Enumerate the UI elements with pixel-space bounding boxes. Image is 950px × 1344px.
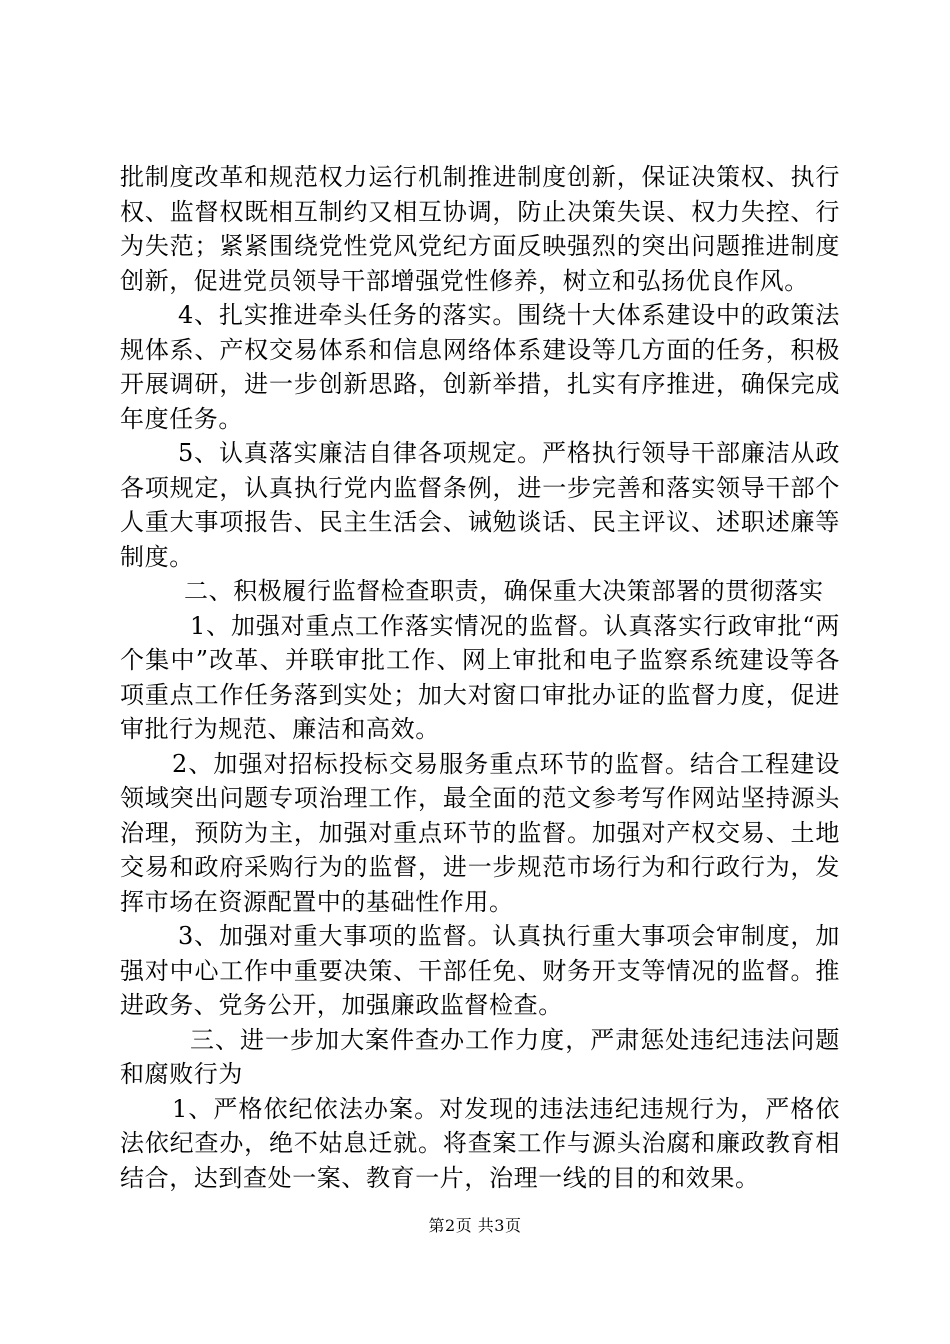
paragraph-item-3-1: 1、严格依纪依法办案。对发现的违法违纪违规行为，严格依法依纪查办，绝不姑息迁就。将查案工作与源头治腐和廉政教育相结合，达到查处一案、教育一片，治理一线的目的和效果。	[120, 1094, 840, 1192]
paragraph-item-5: 5、认真落实廉洁自律各项规定。严格执行领导干部廉洁从政各项规定，认真执行党内监督条例，进一步完善和落实领导干部个人重大事项报告、民主生活会、诫勉谈话、民主评议、述职述廉等制度。	[120, 439, 840, 571]
section-heading-2: 二、积极履行监督检查职责，确保重大决策部署的贯彻落实	[184, 577, 824, 605]
paragraph-item-4: 4、扎实推进牵头任务的落实。围绕十大体系建设中的政策法规体系、产权交易体系和信息网络体系建设等几方面的任务，积极开展调研，进一步创新思路，创新举措，扎实有序推进，确保完成年度任务。	[120, 301, 840, 433]
paragraph-continuation: 批制度改革和规范权力运行机制推进制度创新，保证决策权、执行权、监督权既相互制约又相互协调，防止决策失误、权力失控、行为失范；紧紧围绕党性党风党纪方面反映强烈的突出问题推进制度创新，促进党员领导干部增强党性修养，树立和弘扬优良作风。	[120, 163, 840, 295]
section-heading-3: 三、进一步加大案件查办工作力度，严肃惩处违纪违法问题和腐败行为	[120, 1025, 840, 1088]
paragraph-item-2-2: 2、加强对招标投标交易服务重点环节的监督。结合工程建设领域突出问题专项治理工作，最全面的范文参考写作网站坚持源头治理，预防为主，加强对重点环节的监督。加强对产权交易、土地交易和政府采购行为的监督，进一步规范市场行为和行政行为，发挥市场在资源配置中的基础性作用。	[120, 749, 840, 916]
document-body	[120, 160, 840, 1195]
paragraph-item-2-1: 1、加强对重点工作落实情况的监督。认真落实行政审批“两个集中”改革、并联审批工作、网上审批和电子监察系统建设等各项重点工作任务落到实处；加大对窗口审批办证的监督力度，促进审批行为规范、廉洁和高效。	[120, 611, 840, 743]
paragraph-item-2-3: 3、加强对重大事项的监督。认真执行重大事项会审制度，加强对中心工作中重要决策、干部任免、财务开支等情况的监督。推进政务、党务公开，加强廉政监督检查。	[120, 922, 840, 1019]
page-number-footer: 第2页 共3页	[428, 1216, 522, 1235]
